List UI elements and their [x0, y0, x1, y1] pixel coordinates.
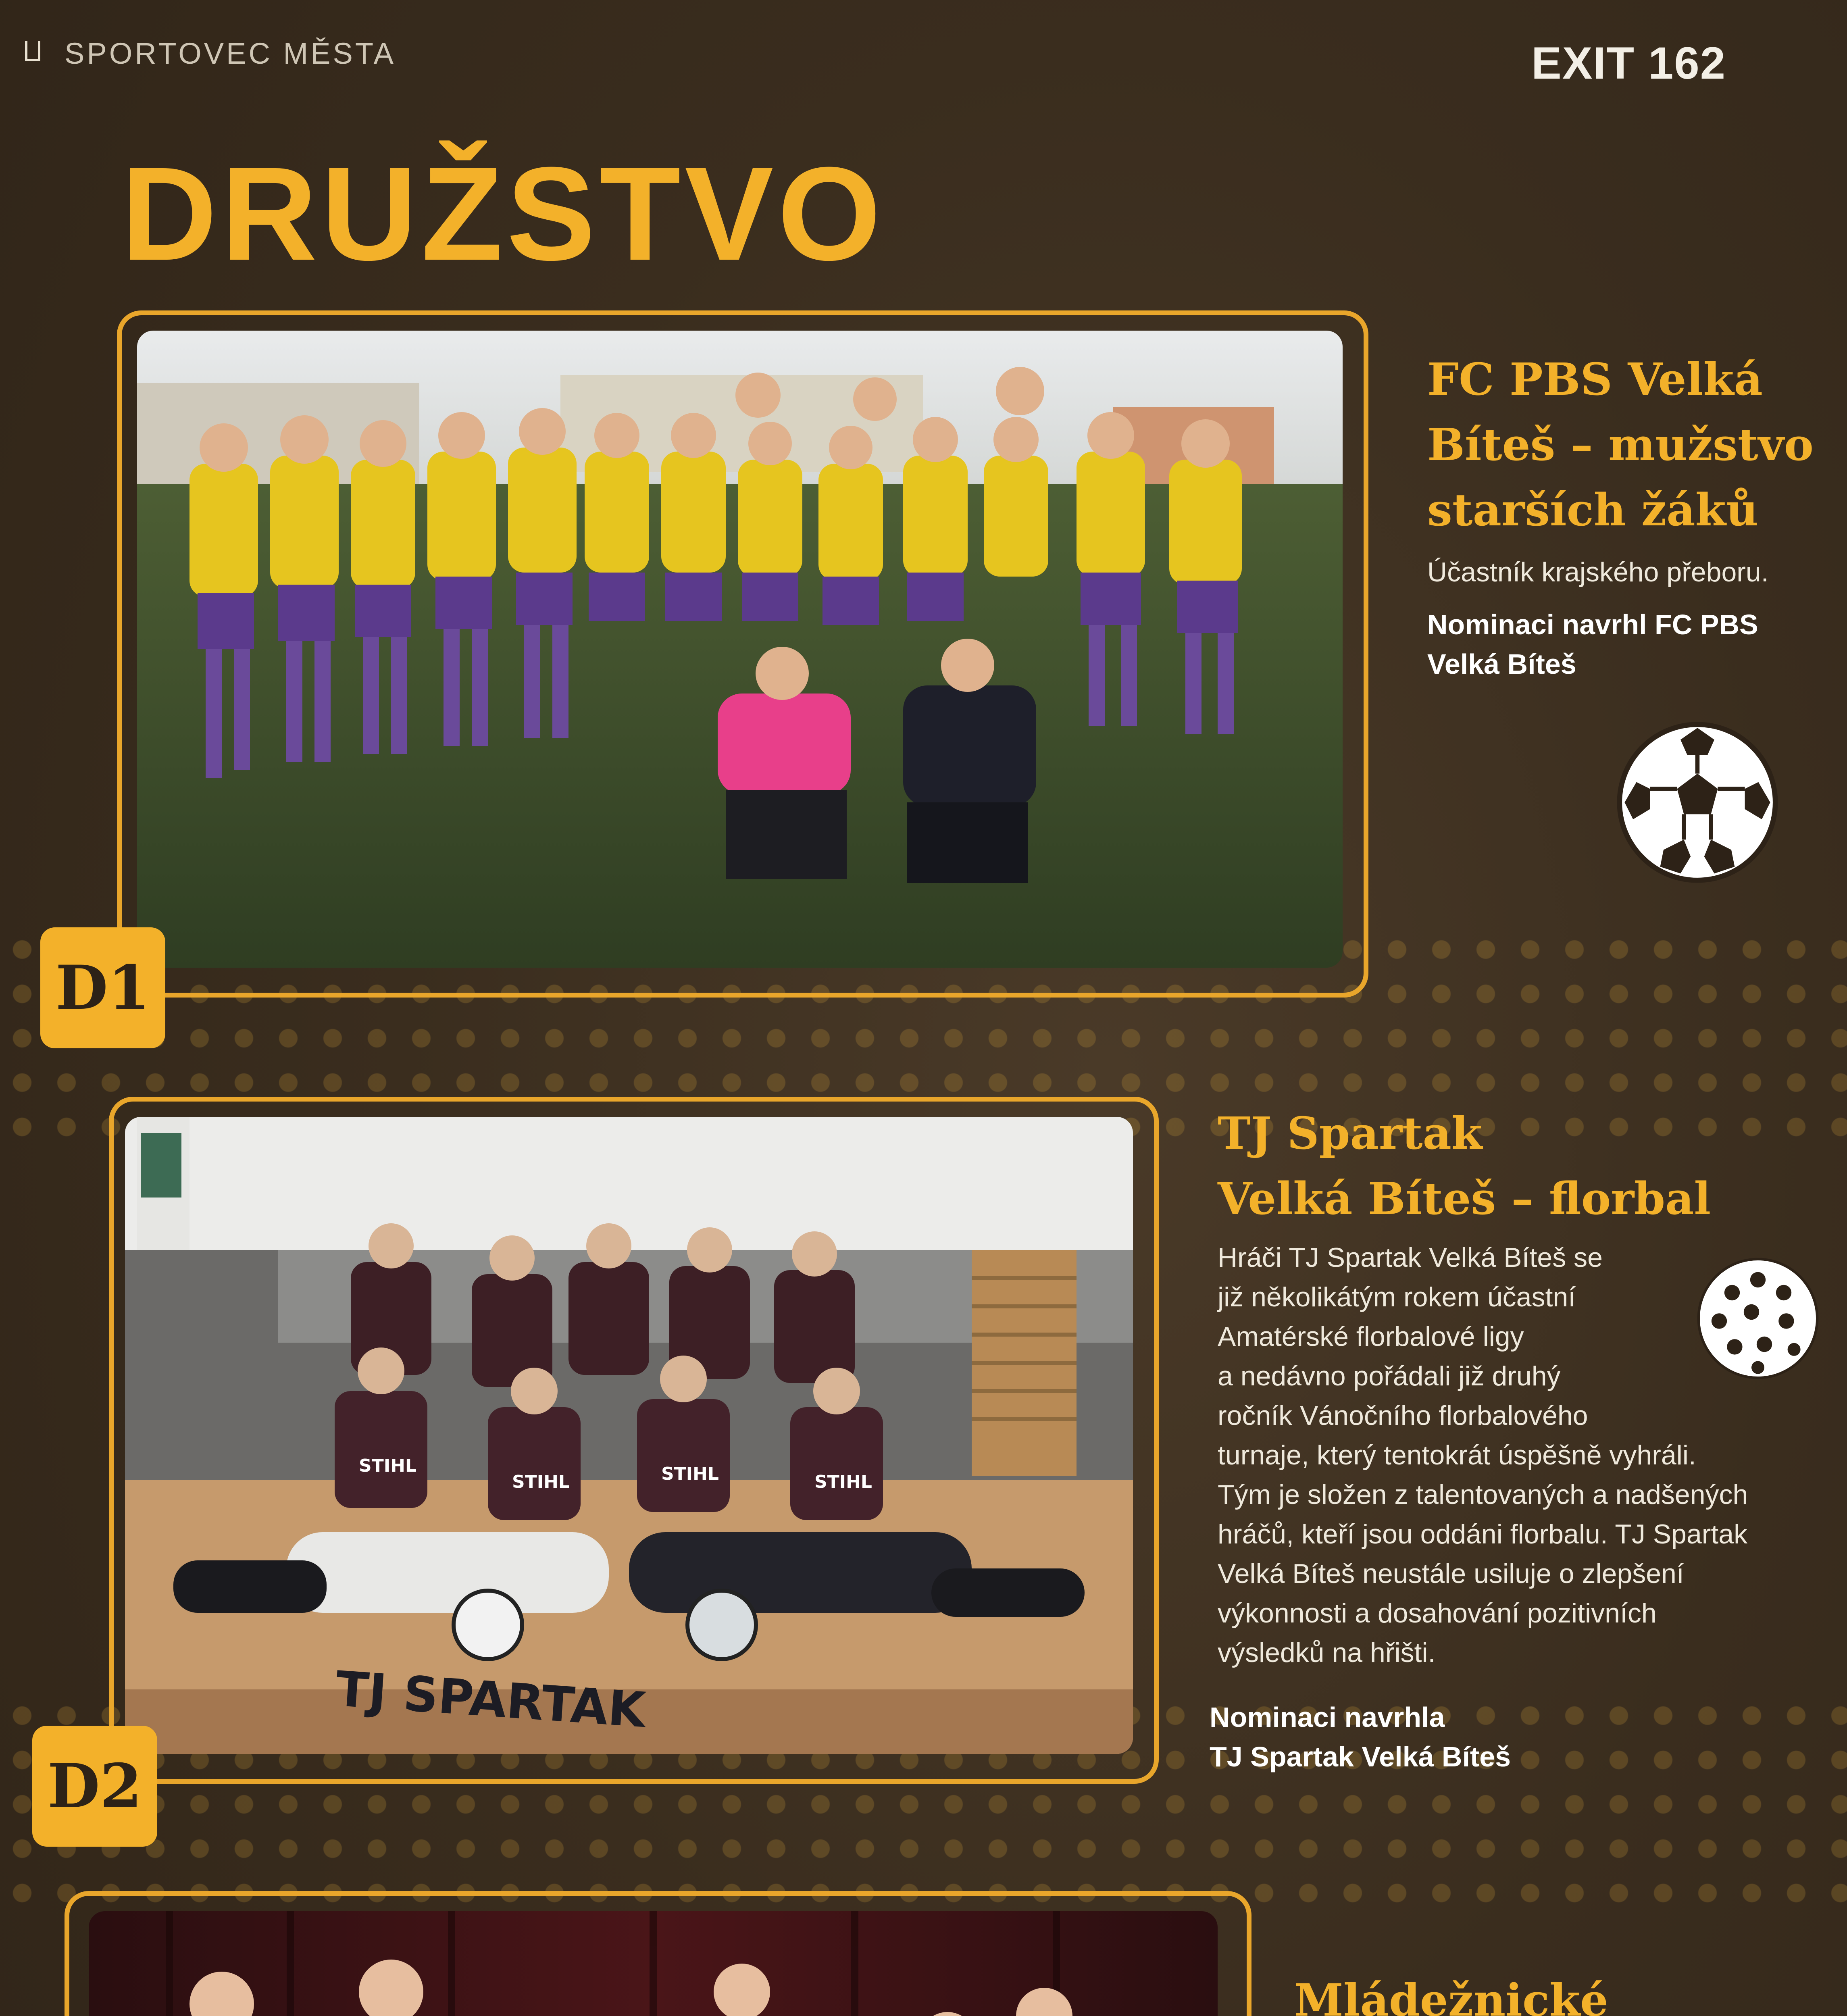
- badge-d1: D1: [40, 927, 165, 1048]
- description-line: Účastník krajského přeboru.: [1427, 557, 1769, 587]
- section-marker-icon: [25, 41, 40, 61]
- floorball-team-photo-illustration: [125, 1117, 1133, 1754]
- description-line: ročník Vánočního florbalového: [1218, 1400, 1588, 1431]
- soccer-ball-icon: [1613, 718, 1782, 887]
- team-name-d2: [1218, 1101, 1711, 1231]
- brand-logo: EXIT 162: [1531, 38, 1726, 88]
- team-name-line: starších žáků: [1427, 484, 1758, 536]
- description-line: Amatérské florbalové ligy: [1218, 1321, 1524, 1352]
- team-name-d1: [1427, 347, 1814, 543]
- description-line: Hráči TJ Spartak Velká Bíteš se: [1218, 1242, 1603, 1273]
- section-label: SPORTOVEC MĚSTA: [65, 37, 396, 70]
- description-line: výkonnosti a dosahování pozitivních: [1218, 1598, 1657, 1629]
- page-title: DRUŽSTVO: [121, 139, 885, 288]
- description-line: již několikátým rokem účastní: [1218, 1282, 1576, 1312]
- nomination-d2: [1210, 1697, 1511, 1776]
- chess-team-photo-illustration: [89, 1911, 1218, 2016]
- team-name-line: Mládežnické: [1294, 1974, 1609, 2016]
- team-photo-d3: [89, 1911, 1218, 2016]
- nomination-d1: [1427, 605, 1758, 684]
- description-line: a nedávno pořádali již druhý: [1218, 1361, 1561, 1391]
- team-photo-d2: [125, 1117, 1133, 1754]
- shirt-sponsor: STIHL: [814, 1472, 872, 1492]
- description-line: turnaje, který tentokrát úspěšně vyhráli.: [1218, 1440, 1696, 1470]
- team-description-d2: [1218, 1238, 1748, 1672]
- team-name-line: FC PBS Velká: [1427, 353, 1763, 405]
- shirt-sponsor: STIHL: [359, 1456, 416, 1476]
- nomination-line: Velká Bíteš: [1427, 648, 1576, 680]
- description-line: výsledků na hřišti.: [1218, 1637, 1436, 1668]
- description-line: Velká Bíteš neustále usiluje o zlepšení: [1218, 1558, 1684, 1589]
- team-name-line: Velká Bíteš – florbal: [1218, 1173, 1711, 1225]
- team-name-d3: [1294, 1968, 1780, 2016]
- team-description-d1: [1427, 552, 1769, 592]
- badge-d2: D2: [32, 1726, 157, 1847]
- floorball-icon: [1693, 1254, 1822, 1383]
- nomination-line: Nominaci navrhla: [1210, 1702, 1445, 1733]
- floor-text: TJ SPARTAK: [333, 1661, 648, 1739]
- shirt-sponsor: STIHL: [512, 1472, 570, 1492]
- nomination-line: TJ Spartak Velká Bíteš: [1210, 1741, 1511, 1772]
- nomination-line: Nominaci navrhl FC PBS: [1427, 609, 1758, 640]
- team-name-line: Bíteš – mužstvo: [1427, 419, 1814, 471]
- team-photo-d1: [137, 331, 1343, 968]
- team-name-line: TJ Spartak: [1218, 1107, 1483, 1159]
- shirt-sponsor: STIHL: [661, 1464, 719, 1484]
- description-line: hráčů, kteří jsou oddáni florbalu. TJ Spartak: [1218, 1519, 1748, 1549]
- description-line: Tým je složen z talentovaných a nadšených: [1218, 1479, 1748, 1510]
- football-team-photo-illustration: [137, 331, 1343, 968]
